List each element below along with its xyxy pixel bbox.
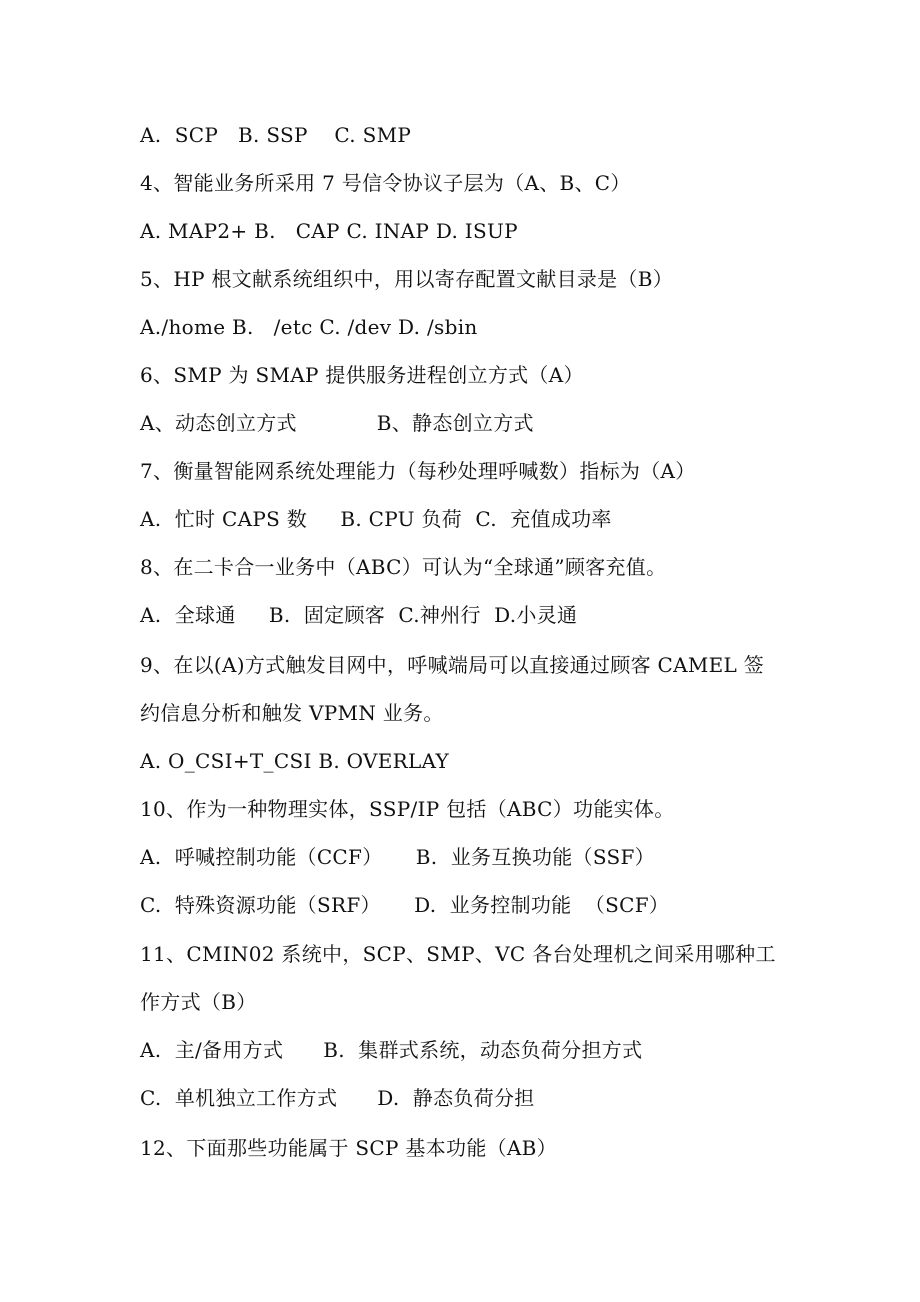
option-line-q7: A. 忙时 CAPS 数 B. CPU 负荷 C. 充值成功率 [140, 507, 612, 531]
option-line-q5: A./home B. /etc C. /dev D. /sbin [140, 315, 478, 339]
option-line-q3: A. SCP B. SSP C. SMP [140, 123, 412, 147]
question-5: 5、HP 根文献系统组织中，用以寄存配置文献目录是（B） [140, 267, 674, 291]
question-8: 8、在二卡合一业务中（ABC）可认为“全球通”顾客充值。 [140, 555, 667, 579]
option-line-q4: A. MAP2+ B. CAP C. INAP D. ISUP [140, 219, 518, 243]
question-12: 12、下面那些功能属于 SCP 基本功能（AB） [140, 1136, 557, 1160]
question-9-line-2: 约信息分析和触发 VPMN 业务。 [140, 701, 444, 725]
option-line-q11-ab: A. 主/备用方式 B. 集群式系统，动态负荷分担方式 [140, 1038, 643, 1062]
option-line-q6: A、动态创立方式 B、静态创立方式 [140, 411, 534, 435]
question-7: 7、衡量智能网系统处理能力（每秒处理呼喊数）指标为（A） [140, 459, 696, 483]
question-6: 6、SMP 为 SMAP 提供服务进程创立方式（A） [140, 363, 584, 387]
question-4: 4、智能业务所采用 7 号信令协议子层为（A、B、C） [140, 171, 631, 195]
question-10: 10、作为一种物理实体，SSP/IP 包括（ABC）功能实体。 [140, 797, 675, 821]
option-line-q10-ab: A. 呼喊控制功能（CCF） B. 业务互换功能（SSF） [140, 845, 655, 869]
question-11-line-2: 作方式（B） [140, 990, 257, 1014]
option-line-q10-cd: C. 特殊资源功能（SRF） D. 业务控制功能 （SCF） [140, 893, 670, 917]
option-line-q8: A. 全球通 B. 固定顾客 C.神州行 D.小灵通 [140, 603, 578, 627]
question-11-line-1: 11、CMIN02 系统中，SCP、SMP、VC 各台处理机之间采用哪种工 [140, 942, 776, 966]
option-line-q11-cd: C. 单机独立工作方式 D. 静态负荷分担 [140, 1086, 535, 1110]
option-line-q9: A. O_CSI+T_CSI B. OVERLAY [140, 749, 449, 773]
question-9-line-1: 9、在以(A)方式触发目网中，呼喊端局可以直接通过顾客 CAMEL 签 [140, 653, 765, 677]
